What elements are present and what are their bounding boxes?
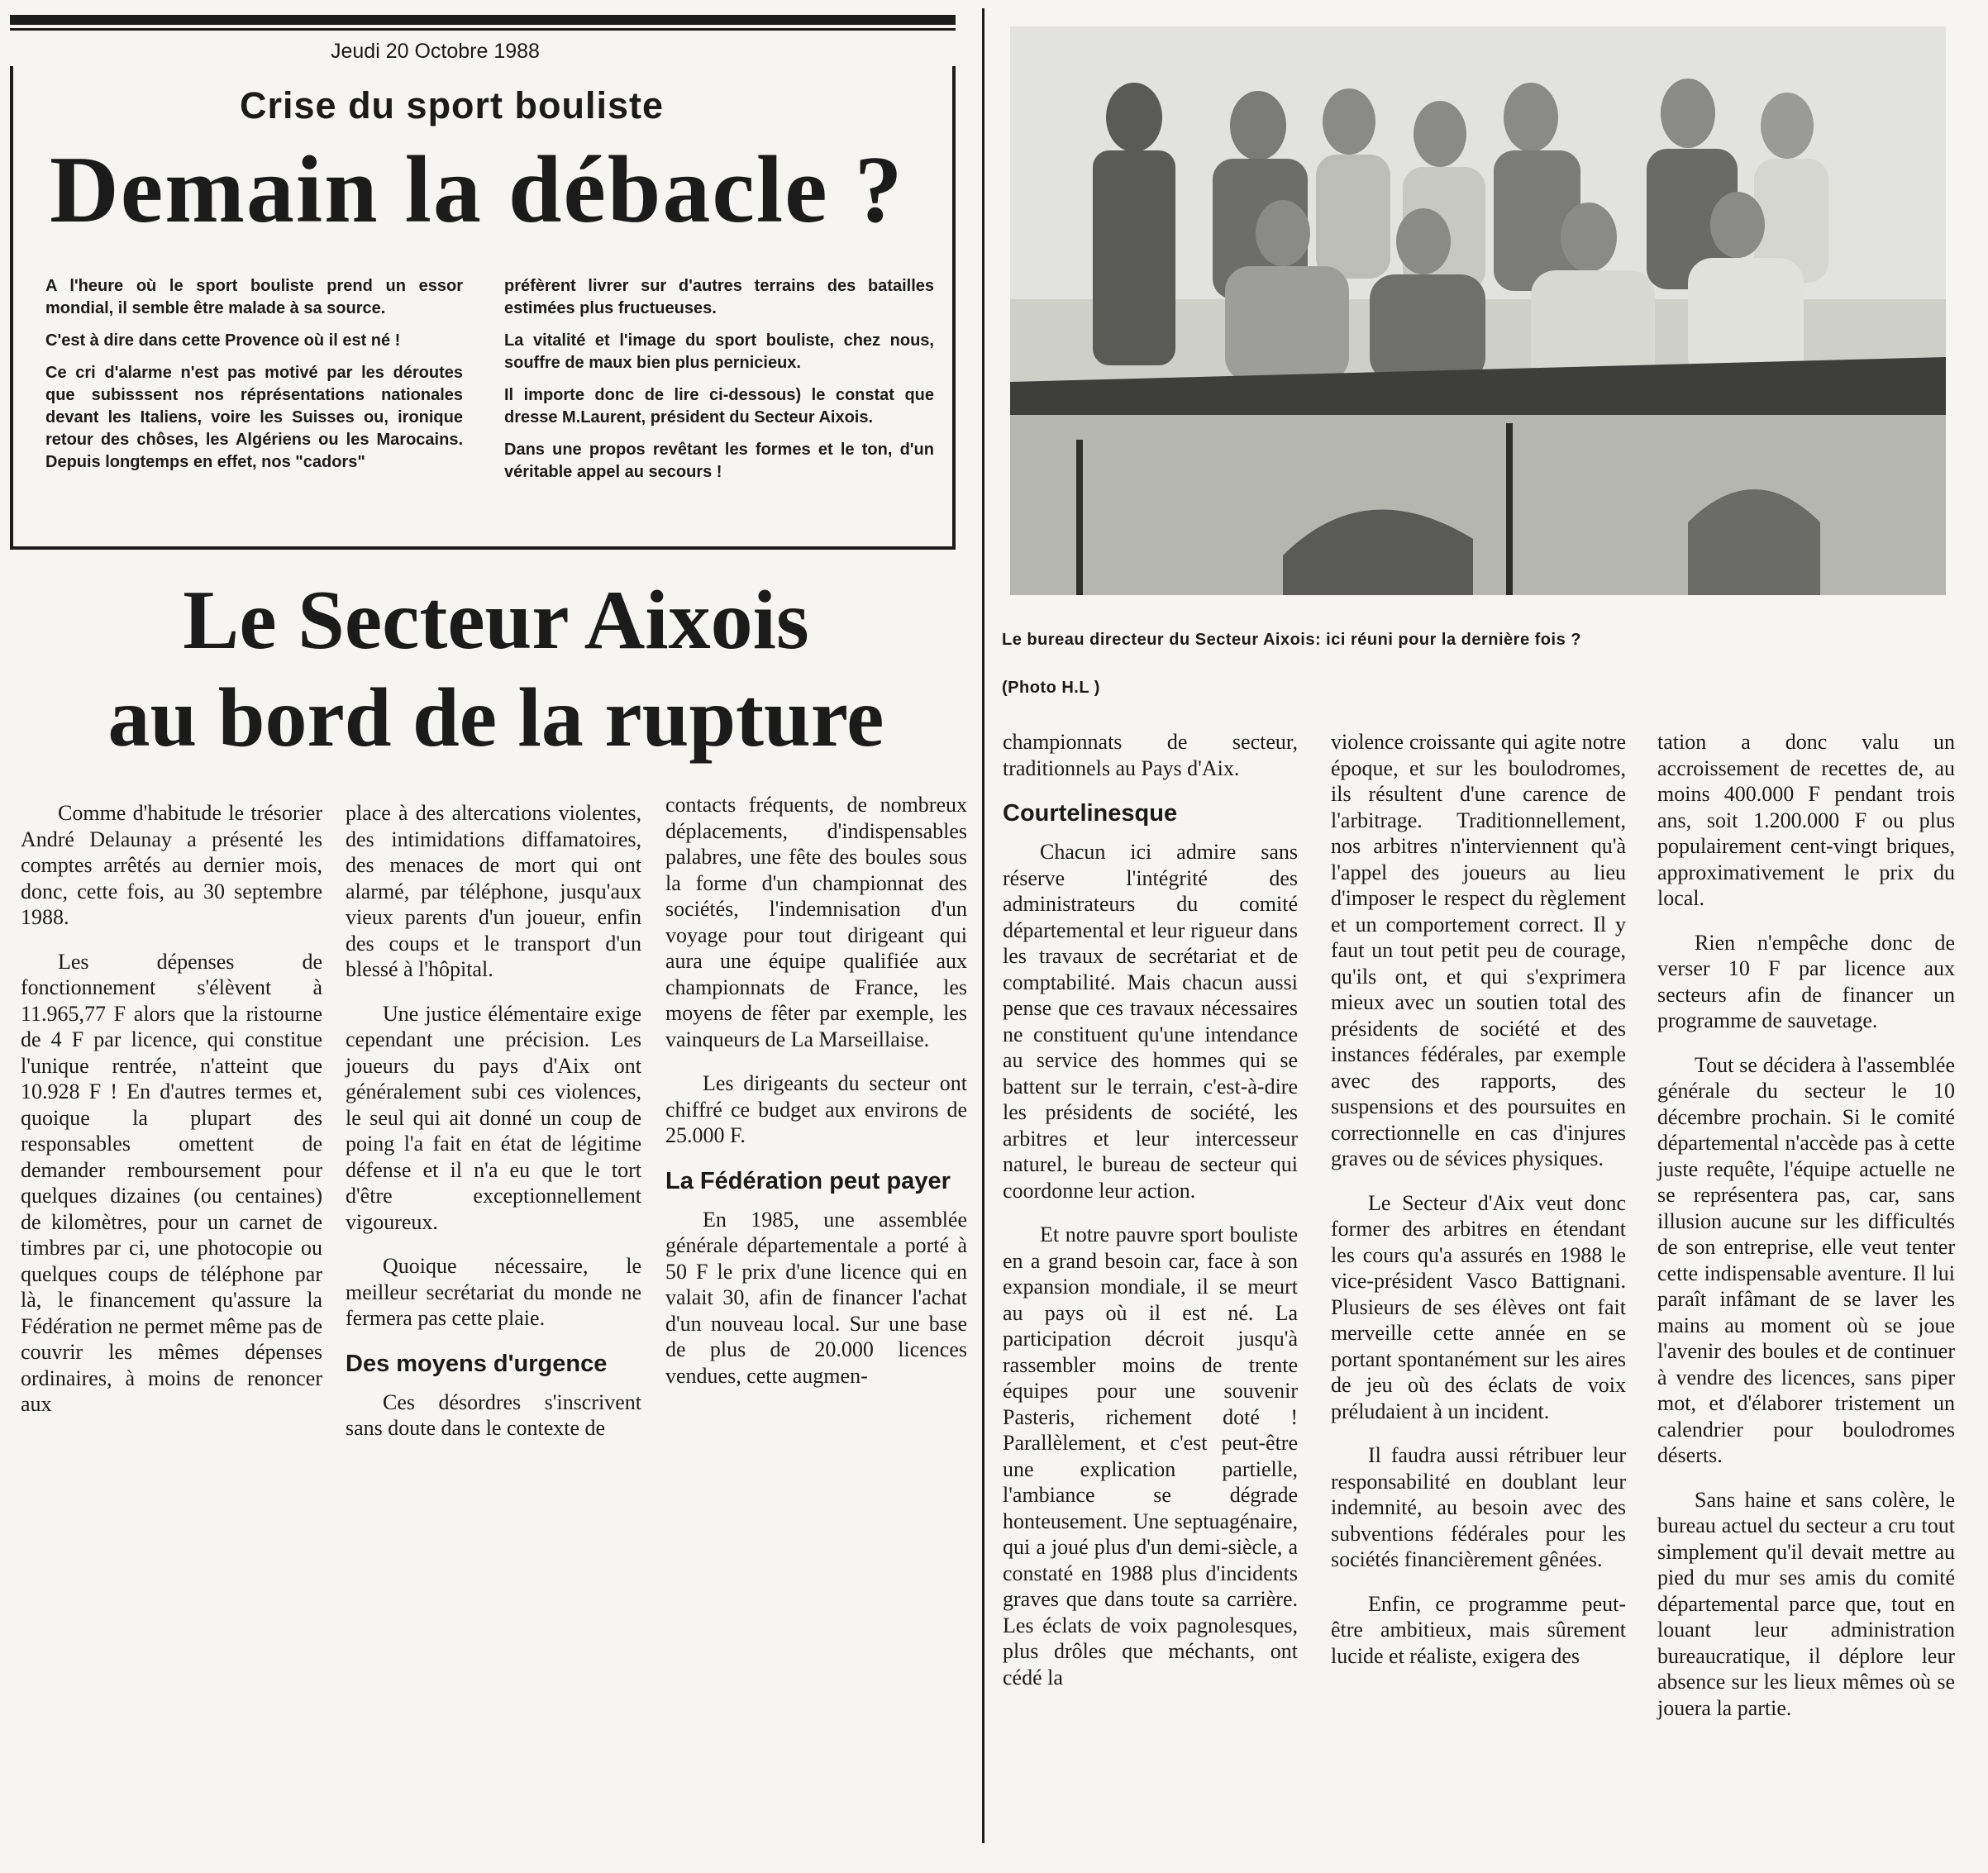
center-column-rule: [982, 8, 984, 1843]
intro-right-column: [504, 275, 934, 493]
article-headline: [21, 572, 971, 767]
article-headline-line: Le Secteur Aixois: [183, 574, 809, 667]
subheading: La Fédération peut payer: [665, 1167, 951, 1194]
article-headline-line: au bord de la rupture: [107, 671, 884, 765]
subheading: Courtelinesque: [1003, 800, 1178, 827]
group-photo: [1010, 26, 1946, 595]
paragraph: Quoique nécessaire, le meilleur secrétariat du monde ne fermera pas cette plaie.: [346, 1254, 641, 1330]
paragraph: Ces désordres s'inscrivent sans doute dans le contexte de: [346, 1389, 641, 1440]
publication-date: Jeudi 20 Octobre 1988: [331, 40, 540, 63]
paragraph: contacts fréquents, de nombreux déplacements, d'indispensables palabres, une fête des boules sous la forme d'un championnat des sociétés, l'indemnisation d'un voyage pour tout dirigeant qui aura une équipe qualifiée aux championnats de France, les moyens de fêter par exemple, les vainqueurs de La Marseillaise.: [665, 793, 967, 1051]
intro-paragraph: préfèrent livrer sur d'autres terrains des batailles estimées plus fructueuses.: [504, 277, 934, 317]
paragraph: place à des altercations violentes, des intimidations diffamatoires, des menaces de mort qui ont alarmé, par téléphone, jusqu'aux vieux parents d'un joueur, enfin des coups et le transport d'un blessé à l'hôpital.: [346, 801, 641, 981]
paragraph: Une justice élémentaire exige cependant une précision. Les joueurs du pays d'Aix ont généralement subi ces violences, le seul qui ait donné un coup de poing l'a fait en état de légitime défense et il n'a eu que le tort d'être exceptionnellement vigoureux.: [346, 1001, 641, 1234]
paragraph: Le Secteur d'Aix veut donc former des arbitres en étendant les cours qu'a assurés en 1988 le vice-président Vasco Battignani. Plusieurs de ses élèves ont fait merveille cette année en se portant spontanément sur les aires de jeu où des éclats de voix préludaient à un incident.: [1331, 1190, 1626, 1423]
intro-left-column: [45, 275, 463, 484]
paragraph: Les dépenses de fonctionnement s'élèvent à 11.965,77 F alors que la ristourne de 4 F par licence, qui constitue l'unique rentrée, n'atteint que 10.928 F ! En d'autres termes et, quoique la plupart des responsables omettent de demander remboursement pour quelques dizaines (ou centaines) de kilomètres, pour un carnet de timbres par ci, une photocopie ou quelques coups de téléphone par là, le financement qu'assure la Fédération ne permet même pas de couvrir les mêmes dépenses ordinaires, à moins de renoncer aux: [21, 949, 322, 1416]
paragraph: En 1985, une assemblée générale départementale a porté à 50 F le prix d'une licence qui en valait 30, afin de financer l'achat d'un nouveau local. Sur une base de plus de 20.000 licences vendues, cette augmen-: [665, 1207, 967, 1388]
paragraph: tation a donc valu un accroissement de recettes de, au moins 400.000 F pendant trois ans, soit 1.200.000 F ou plus populairement cent-vingt briques, approximativement le prix du local.: [1657, 730, 1955, 910]
top-rule-left-thin: [10, 28, 956, 31]
intro-paragraph: C'est à dire dans cette Provence où il est né !: [45, 331, 401, 350]
photo-credit: (Photo H.L ): [1002, 679, 1100, 697]
article-column-4: [1003, 729, 1298, 1709]
top-rule-left: [10, 15, 956, 25]
intro-paragraph: A l'heure où le sport bouliste prend un essor mondial, il semble être malade à sa source.: [45, 277, 463, 317]
article-column-1: [21, 800, 322, 1436]
kicker-title: Crise du sport bouliste: [240, 84, 665, 126]
paragraph: Il faudra aussi rétribuer leur responsabilité en doublant leur indemnité, au besoin avec des subventions fédérales pour les sociétés financièrement gênées.: [1331, 1443, 1626, 1571]
intro-paragraph: Dans une propos revêtant les formes et le ton, d'un véritable appel au secours !: [504, 441, 934, 481]
paragraph: Chacun ici admire sans réserve l'intégrité des administrateurs du comité départemental et leur rigueur dans les travaux de secrétariat et de comptabilité. Mais chacun aussi pense que ces travaux nécessaires ne constituent qu'une intendance au service des hommes qui se battent sur le terrain, c'est-à-dire les présidents de société, les arbitres et leur intercesseur naturel, le bureau de secteur qui coordonne leur action.: [1003, 840, 1298, 1203]
article-column-5: [1331, 729, 1626, 1687]
paragraph: Et notre pauvre sport bouliste en a grand besoin car, face à son expansion mondiale, il se meurt au pays où il est né. La participation décroit jusqu'à rassembler moins de trente équipes pour une souvenir Pasteris, richement doté ! Parallèlement, et c'est peut-être une explication partielle, l'ambiance se dégrade honteusement. Une septuagénaire, qui a joué plus d'un demi-siècle, a constaté en 1988 plus d'incidents graves que dans toute sa carrière. Les éclats de voix pagnolesques, plus drôles que méchants, ont cédé la: [1003, 1222, 1298, 1690]
paragraph: Les dirigeants du secteur ont chiffré ce budget aux environs de 25.000 F.: [665, 1071, 967, 1147]
photo-caption: Le bureau directeur du Secteur Aixois: ici réuni pour la dernière fois ?: [1002, 631, 1581, 649]
article-column-6: [1657, 729, 1955, 1739]
intro-paragraph: Il importe donc de lire ci-dessous) le constat que dresse M.Laurent, président du Secteur Aixois.: [504, 386, 934, 427]
subheading: Des moyens d'urgence: [346, 1350, 608, 1377]
intro-paragraph: Ce cri d'alarme n'est pas motivé par les déroutes que subisssent nos réprésentations nationales devant les Italiens, voire les Suisses ou, ironique retour des chôses, les Algériens ou les Marocains. Depuis longtemps en effet, nos "cadors": [45, 364, 463, 471]
paragraph: Tout se décidera à l'assemblée générale du secteur le 10 décembre prochain. Si le comité départemental n'accède pas à cette juste requête, l'équipe actuelle ne se représentera pas, car, sans illusion aucune sur les difficultés de son entreprise, elle veut tenter cette indispensable aventure. Il lui paraît infâmant de se laver les mains au moment où se joue l'avenir des boules et de continuer à vendre des licences, sans piper mot, et d'élaborer tristement un calendrier pour boulodromes déserts.: [1657, 1052, 1955, 1467]
article-column-3: [665, 792, 967, 1407]
page-bottom-edge: [988, 1843, 1971, 1873]
paragraph: Sans haine et sans colère, le bureau actuel du secteur a cru tout simplement qu'il devait mettre au pied du mur ses amis du comité départemental parce que, tout en louant leur administration bureaucratique, il déplore leur absence sur les lieux mêmes où se jouera la partie.: [1657, 1487, 1955, 1720]
intro-box-bottom-edge: [10, 546, 956, 550]
paragraph: Enfin, ce programme peut-être ambitieux, mais sûrement lucide et réaliste, exigera des: [1331, 1591, 1626, 1668]
article-column-2: [346, 800, 641, 1460]
paragraph: violence croissante qui agite notre époque, et sur les boulodromes, ils résultent d'une carence de l'arbitrage. Traditionnellement, nos arbitres n'interviennent qu'à l'appel des joueurs au lieu d'imposer le respect du règlement et un comportement correct. Il y faut un tout petit peu de courage, qu'ils ont, et qui s'exprimera mieux avec un soutien total des présidents de société et des instances fédérales, par exemple avec des rapports, des suspensions et des poursuites en correctionnelle en cas d'injures graves ou de sévices physiques.: [1331, 730, 1626, 1170]
paragraph: Comme d'habitude le trésorier André Delaunay a présenté les comptes arrêtés au dernier mois, donc, cette fois, au 30 septembre 1988.: [21, 801, 322, 929]
intro-box-left-edge: [10, 66, 13, 550]
paragraph: championnats de secteur, traditionnels au Pays d'Aix.: [1003, 730, 1298, 780]
group-photo-illustration: [1010, 26, 1946, 595]
intro-box-right-edge: [952, 66, 956, 550]
main-headline: Demain la débacle ?: [50, 137, 904, 243]
paragraph: Rien n'empêche donc de verser 10 F par licence aux secteurs afin de financer un programme de sauvetage.: [1657, 930, 1955, 1032]
intro-paragraph: La vitalité et l'image du sport bouliste, chez nous, souffre de maux bien plus pernicieux.: [504, 331, 934, 372]
